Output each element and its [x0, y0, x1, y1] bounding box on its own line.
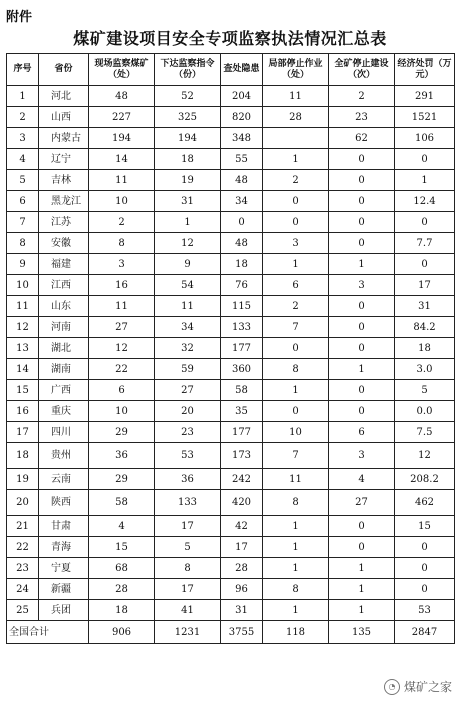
cell-mines: 36	[89, 443, 155, 469]
cell-no: 12	[7, 317, 39, 338]
cell-partial-stop: 1	[263, 149, 329, 170]
table-row	[7, 516, 455, 537]
cell-partial-stop: 1	[263, 558, 329, 579]
cell-full-stop: 0	[329, 296, 395, 317]
cell-orders: 27	[155, 380, 221, 401]
cell-full-stop: 0	[329, 401, 395, 422]
cell-no: 4	[7, 149, 39, 170]
cell-province: 河北	[39, 86, 89, 107]
cell-no: 23	[7, 558, 39, 579]
cell-partial-stop: 1	[263, 537, 329, 558]
cell-fine: 0	[395, 212, 455, 233]
cell-fine: 106	[395, 128, 455, 149]
header-row	[7, 54, 455, 86]
table-row	[7, 338, 455, 359]
table-row	[7, 317, 455, 338]
cell-partial-stop: 8	[263, 359, 329, 380]
cell-mines: 4	[89, 516, 155, 537]
cell-fine: 12	[395, 443, 455, 469]
header-full-stop: 全矿停止建设（次）	[329, 54, 395, 86]
cell-hazards: 34	[221, 191, 263, 212]
summary-table	[6, 53, 455, 644]
cell-mines: 16	[89, 275, 155, 296]
cell-mines: 27	[89, 317, 155, 338]
cell-full-stop: 3	[329, 275, 395, 296]
total-fine: 2847	[395, 621, 455, 644]
cell-mines: 28	[89, 579, 155, 600]
cell-partial-stop: 1	[263, 600, 329, 621]
cell-no: 3	[7, 128, 39, 149]
table-row	[7, 600, 455, 621]
cell-no: 8	[7, 233, 39, 254]
cell-partial-stop: 8	[263, 490, 329, 516]
cell-fine: 208.2	[395, 469, 455, 490]
cell-fine: 17	[395, 275, 455, 296]
cell-province: 黑龙江	[39, 191, 89, 212]
cell-hazards: 173	[221, 443, 263, 469]
cell-full-stop: 4	[329, 469, 395, 490]
cell-province: 湖北	[39, 338, 89, 359]
cell-orders: 52	[155, 86, 221, 107]
cell-province: 吉林	[39, 170, 89, 191]
cell-no: 24	[7, 579, 39, 600]
cell-hazards: 360	[221, 359, 263, 380]
cell-mines: 10	[89, 191, 155, 212]
cell-province: 福建	[39, 254, 89, 275]
table-row	[7, 490, 455, 516]
cell-mines: 227	[89, 107, 155, 128]
cell-fine: 0	[395, 149, 455, 170]
attachment-label: 附件	[6, 10, 33, 25]
cell-mines: 12	[89, 338, 155, 359]
cell-fine: 12.4	[395, 191, 455, 212]
cell-province: 山东	[39, 296, 89, 317]
cell-full-stop: 23	[329, 107, 395, 128]
cell-partial-stop: 28	[263, 107, 329, 128]
cell-no: 21	[7, 516, 39, 537]
cell-no: 17	[7, 422, 39, 443]
cell-no: 11	[7, 296, 39, 317]
cell-fine: 5	[395, 380, 455, 401]
cell-mines: 22	[89, 359, 155, 380]
cell-full-stop: 1	[329, 579, 395, 600]
table-row	[7, 149, 455, 170]
cell-hazards: 820	[221, 107, 263, 128]
cell-mines: 29	[89, 469, 155, 490]
cell-mines: 14	[89, 149, 155, 170]
cell-hazards: 28	[221, 558, 263, 579]
cell-fine: 0	[395, 558, 455, 579]
cell-orders: 59	[155, 359, 221, 380]
header-fine: 经济处罚（万元）	[395, 54, 455, 86]
cell-province: 青海	[39, 537, 89, 558]
cell-no: 20	[7, 490, 39, 516]
cell-fine: 462	[395, 490, 455, 516]
cell-partial-stop: 2	[263, 170, 329, 191]
cell-mines: 194	[89, 128, 155, 149]
cell-partial-stop: 10	[263, 422, 329, 443]
cell-full-stop: 1	[329, 558, 395, 579]
cell-no: 25	[7, 600, 39, 621]
cell-fine: 1521	[395, 107, 455, 128]
cell-partial-stop: 0	[263, 191, 329, 212]
cell-province: 四川	[39, 422, 89, 443]
cell-province: 陕西	[39, 490, 89, 516]
cell-orders: 54	[155, 275, 221, 296]
cell-mines: 6	[89, 380, 155, 401]
header-mines: 现场监察煤矿（处）	[89, 54, 155, 86]
cell-province: 宁夏	[39, 558, 89, 579]
cell-mines: 3	[89, 254, 155, 275]
cell-fine: 15	[395, 516, 455, 537]
cell-orders: 9	[155, 254, 221, 275]
cell-province: 江西	[39, 275, 89, 296]
wechat-logo-icon: ◔	[384, 679, 400, 695]
cell-no: 9	[7, 254, 39, 275]
cell-full-stop: 0	[329, 380, 395, 401]
cell-mines: 10	[89, 401, 155, 422]
cell-full-stop: 62	[329, 128, 395, 149]
total-full-stop: 135	[329, 621, 395, 644]
cell-province: 江苏	[39, 212, 89, 233]
cell-fine: 18	[395, 338, 455, 359]
total-orders: 1231	[155, 621, 221, 644]
cell-hazards: 177	[221, 422, 263, 443]
cell-fine: 53	[395, 600, 455, 621]
cell-orders: 194	[155, 128, 221, 149]
cell-hazards: 42	[221, 516, 263, 537]
cell-no: 6	[7, 191, 39, 212]
table-row	[7, 579, 455, 600]
cell-fine: 0	[395, 254, 455, 275]
cell-orders: 18	[155, 149, 221, 170]
cell-mines: 48	[89, 86, 155, 107]
watermark-text: 煤矿之家	[403, 680, 452, 694]
cell-full-stop: 6	[329, 422, 395, 443]
cell-fine: 84.2	[395, 317, 455, 338]
cell-partial-stop: 8	[263, 579, 329, 600]
cell-orders: 31	[155, 191, 221, 212]
cell-partial-stop: 0	[263, 212, 329, 233]
cell-partial-stop: 6	[263, 275, 329, 296]
cell-full-stop: 3	[329, 443, 395, 469]
cell-fine: 7.7	[395, 233, 455, 254]
cell-mines: 11	[89, 296, 155, 317]
cell-orders: 17	[155, 516, 221, 537]
cell-hazards: 58	[221, 380, 263, 401]
cell-mines: 58	[89, 490, 155, 516]
cell-province: 甘肃	[39, 516, 89, 537]
table-row	[7, 212, 455, 233]
cell-partial-stop: 1	[263, 254, 329, 275]
total-mines: 906	[89, 621, 155, 644]
cell-province: 贵州	[39, 443, 89, 469]
header-province: 省份	[39, 54, 89, 86]
cell-hazards: 31	[221, 600, 263, 621]
table-row	[7, 296, 455, 317]
cell-orders: 32	[155, 338, 221, 359]
cell-orders: 20	[155, 401, 221, 422]
cell-full-stop: 27	[329, 490, 395, 516]
cell-full-stop: 0	[329, 191, 395, 212]
cell-partial-stop: 11	[263, 86, 329, 107]
cell-full-stop: 1	[329, 359, 395, 380]
cell-mines: 68	[89, 558, 155, 579]
cell-orders: 41	[155, 600, 221, 621]
cell-hazards: 177	[221, 338, 263, 359]
cell-orders: 12	[155, 233, 221, 254]
cell-province: 安徽	[39, 233, 89, 254]
cell-orders: 133	[155, 490, 221, 516]
cell-partial-stop: 0	[263, 401, 329, 422]
cell-full-stop: 0	[329, 170, 395, 191]
cell-province: 内蒙古	[39, 128, 89, 149]
cell-fine: 0	[395, 579, 455, 600]
cell-orders: 325	[155, 107, 221, 128]
cell-province: 新疆	[39, 579, 89, 600]
table-row	[7, 380, 455, 401]
cell-orders: 11	[155, 296, 221, 317]
cell-no: 14	[7, 359, 39, 380]
cell-orders: 36	[155, 469, 221, 490]
cell-fine: 291	[395, 86, 455, 107]
cell-province: 云南	[39, 469, 89, 490]
cell-partial-stop: 7	[263, 443, 329, 469]
table-row	[7, 558, 455, 579]
cell-fine: 3.0	[395, 359, 455, 380]
cell-no: 19	[7, 469, 39, 490]
total-hazards: 3755	[221, 621, 263, 644]
cell-fine: 0.0	[395, 401, 455, 422]
cell-orders: 34	[155, 317, 221, 338]
cell-no: 16	[7, 401, 39, 422]
cell-partial-stop: 1	[263, 380, 329, 401]
table-row	[7, 469, 455, 490]
cell-full-stop: 0	[329, 233, 395, 254]
cell-no: 22	[7, 537, 39, 558]
cell-full-stop: 2	[329, 86, 395, 107]
header-partial-stop: 局部停止作业（处）	[263, 54, 329, 86]
cell-fine: 31	[395, 296, 455, 317]
cell-orders: 5	[155, 537, 221, 558]
watermark	[384, 678, 452, 695]
cell-partial-stop: 11	[263, 469, 329, 490]
total-partial-stop: 118	[263, 621, 329, 644]
cell-no: 5	[7, 170, 39, 191]
cell-orders: 17	[155, 579, 221, 600]
cell-no: 7	[7, 212, 39, 233]
header-hazards: 查处隐患	[221, 54, 263, 86]
cell-partial-stop: 1	[263, 516, 329, 537]
cell-hazards: 18	[221, 254, 263, 275]
cell-hazards: 348	[221, 128, 263, 149]
table-row	[7, 537, 455, 558]
cell-hazards: 96	[221, 579, 263, 600]
page-title: 煤矿建设项目安全专项监察执法情况汇总表	[73, 29, 387, 48]
cell-hazards: 242	[221, 469, 263, 490]
cell-partial-stop	[263, 128, 329, 149]
total-row	[7, 621, 455, 644]
header-orders: 下达监察指令（份）	[155, 54, 221, 86]
cell-hazards: 0	[221, 212, 263, 233]
cell-no: 18	[7, 443, 39, 469]
cell-full-stop: 0	[329, 537, 395, 558]
table-row	[7, 86, 455, 107]
cell-hazards: 133	[221, 317, 263, 338]
table-row	[7, 107, 455, 128]
cell-full-stop: 0	[329, 338, 395, 359]
cell-orders: 8	[155, 558, 221, 579]
cell-hazards: 204	[221, 86, 263, 107]
cell-mines: 18	[89, 600, 155, 621]
cell-mines: 15	[89, 537, 155, 558]
cell-hazards: 420	[221, 490, 263, 516]
cell-orders: 1	[155, 212, 221, 233]
cell-full-stop: 0	[329, 516, 395, 537]
cell-partial-stop: 3	[263, 233, 329, 254]
table-row	[7, 275, 455, 296]
cell-fine: 1	[395, 170, 455, 191]
cell-hazards: 48	[221, 170, 263, 191]
cell-province: 辽宁	[39, 149, 89, 170]
cell-partial-stop: 7	[263, 317, 329, 338]
table-row	[7, 422, 455, 443]
cell-province: 兵团	[39, 600, 89, 621]
cell-province: 山西	[39, 107, 89, 128]
cell-hazards: 35	[221, 401, 263, 422]
cell-fine: 0	[395, 537, 455, 558]
cell-no: 15	[7, 380, 39, 401]
cell-no: 13	[7, 338, 39, 359]
cell-fine: 7.5	[395, 422, 455, 443]
cell-no: 1	[7, 86, 39, 107]
cell-province: 河南	[39, 317, 89, 338]
cell-hazards: 76	[221, 275, 263, 296]
table-row	[7, 254, 455, 275]
cell-full-stop: 1	[329, 600, 395, 621]
table-row	[7, 191, 455, 212]
cell-no: 10	[7, 275, 39, 296]
cell-province: 湖南	[39, 359, 89, 380]
cell-hazards: 115	[221, 296, 263, 317]
cell-partial-stop: 0	[263, 338, 329, 359]
cell-orders: 23	[155, 422, 221, 443]
cell-hazards: 55	[221, 149, 263, 170]
cell-mines: 11	[89, 170, 155, 191]
cell-full-stop: 1	[329, 254, 395, 275]
cell-partial-stop: 2	[263, 296, 329, 317]
table-row	[7, 401, 455, 422]
cell-orders: 19	[155, 170, 221, 191]
total-label: 全国合计	[7, 621, 89, 644]
cell-mines: 8	[89, 233, 155, 254]
header-no: 序号	[7, 54, 39, 86]
cell-mines: 2	[89, 212, 155, 233]
cell-full-stop: 0	[329, 317, 395, 338]
cell-province: 广西	[39, 380, 89, 401]
cell-province: 重庆	[39, 401, 89, 422]
cell-hazards: 17	[221, 537, 263, 558]
table-row	[7, 170, 455, 191]
table-row	[7, 359, 455, 380]
table-row	[7, 128, 455, 149]
table-row	[7, 233, 455, 254]
table-row	[7, 443, 455, 469]
cell-mines: 29	[89, 422, 155, 443]
cell-full-stop: 0	[329, 149, 395, 170]
cell-hazards: 48	[221, 233, 263, 254]
cell-orders: 53	[155, 443, 221, 469]
cell-no: 2	[7, 107, 39, 128]
cell-full-stop: 0	[329, 212, 395, 233]
